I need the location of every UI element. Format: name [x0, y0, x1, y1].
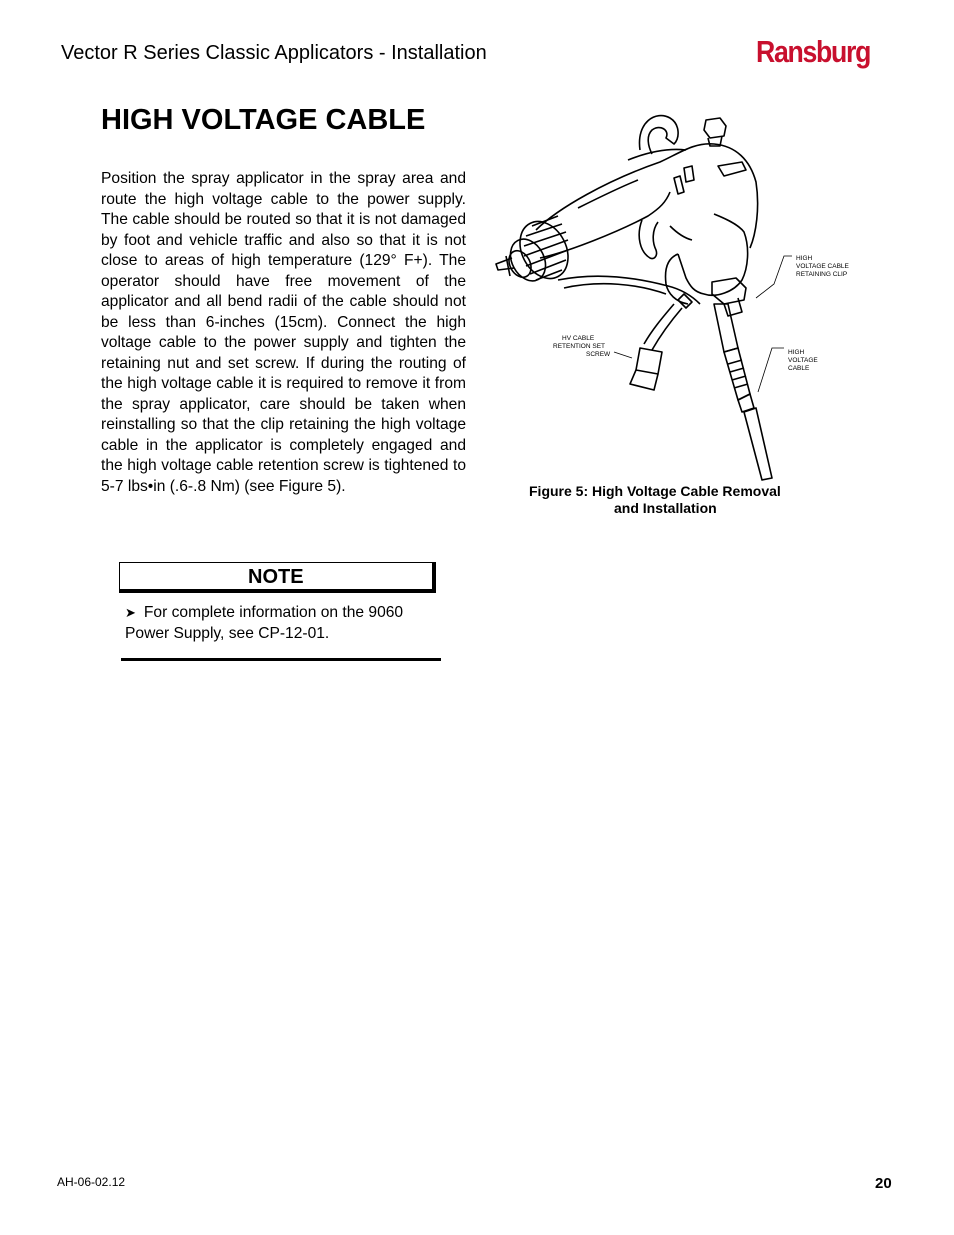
- callout-cable-line1: HIGH: [788, 349, 805, 356]
- note-item: [125, 602, 445, 644]
- page-number: 20: [875, 1175, 892, 1192]
- note-bottom-rule: [121, 658, 441, 661]
- figure-caption: [520, 483, 840, 516]
- figure-caption-line1: Figure 5: High Voltage Cable Removal: [529, 483, 781, 499]
- header-title: Vector R Series Classic Applicators - Installation: [61, 42, 487, 64]
- note-box: [119, 562, 436, 593]
- spray-applicator-drawing: [488, 108, 868, 483]
- note-label: NOTE: [248, 566, 304, 588]
- callout-retaining-clip-line3: RETAINING CLIP: [796, 271, 848, 278]
- callout-retaining-clip-line2: VOLTAGE CABLE: [796, 263, 849, 270]
- body-paragraph: Position the spray applicator in the spray area and route the high voltage cable to the power supply. The cable should be routed so that it is not damaged by foot and vehicle traffic and also so that it is not close to areas of high temperature (129° F+). The operator should have free movement of the applicator and all bend radii of the cable should not be less than 6-inches (15cm). Connect the high voltage cable to the power supply and tighten the retaining nut and set screw. If during the routing of the high voltage cable it is required to remove it from the spray applicator, care should be taken when reinstalling so that the clip retaining the high voltage cable in the applicator is completely engaged and the high voltage cable retention screw is tightened to 5-7 lbs•in (.6-.8 Nm) (see Figure 5).: [101, 170, 466, 495]
- brand-logo: Ransburg: [756, 34, 871, 69]
- footer-doc-code: AH-06-02.12: [57, 1175, 126, 1189]
- section-heading: HIGH VOLTAGE CABLE: [101, 104, 426, 136]
- callout-set-screw-line3: SCREW: [586, 351, 611, 358]
- callout-set-screw-line1: HV CABLE: [562, 335, 595, 342]
- callout-cable-line3: CABLE: [788, 365, 810, 372]
- note-text: For complete information on the 9060 Power Supply, see CP-12-01.: [125, 604, 404, 642]
- figure-caption-line2: and Installation: [614, 499, 717, 516]
- callout-cable-line2: VOLTAGE: [788, 357, 818, 364]
- callout-set-screw-line2: RETENTION SET: [553, 343, 606, 350]
- arrowhead-bullet-icon: ➤: [125, 605, 136, 620]
- figure-spray-applicator: [488, 108, 868, 483]
- callout-retaining-clip-line1: HIGH: [796, 255, 813, 262]
